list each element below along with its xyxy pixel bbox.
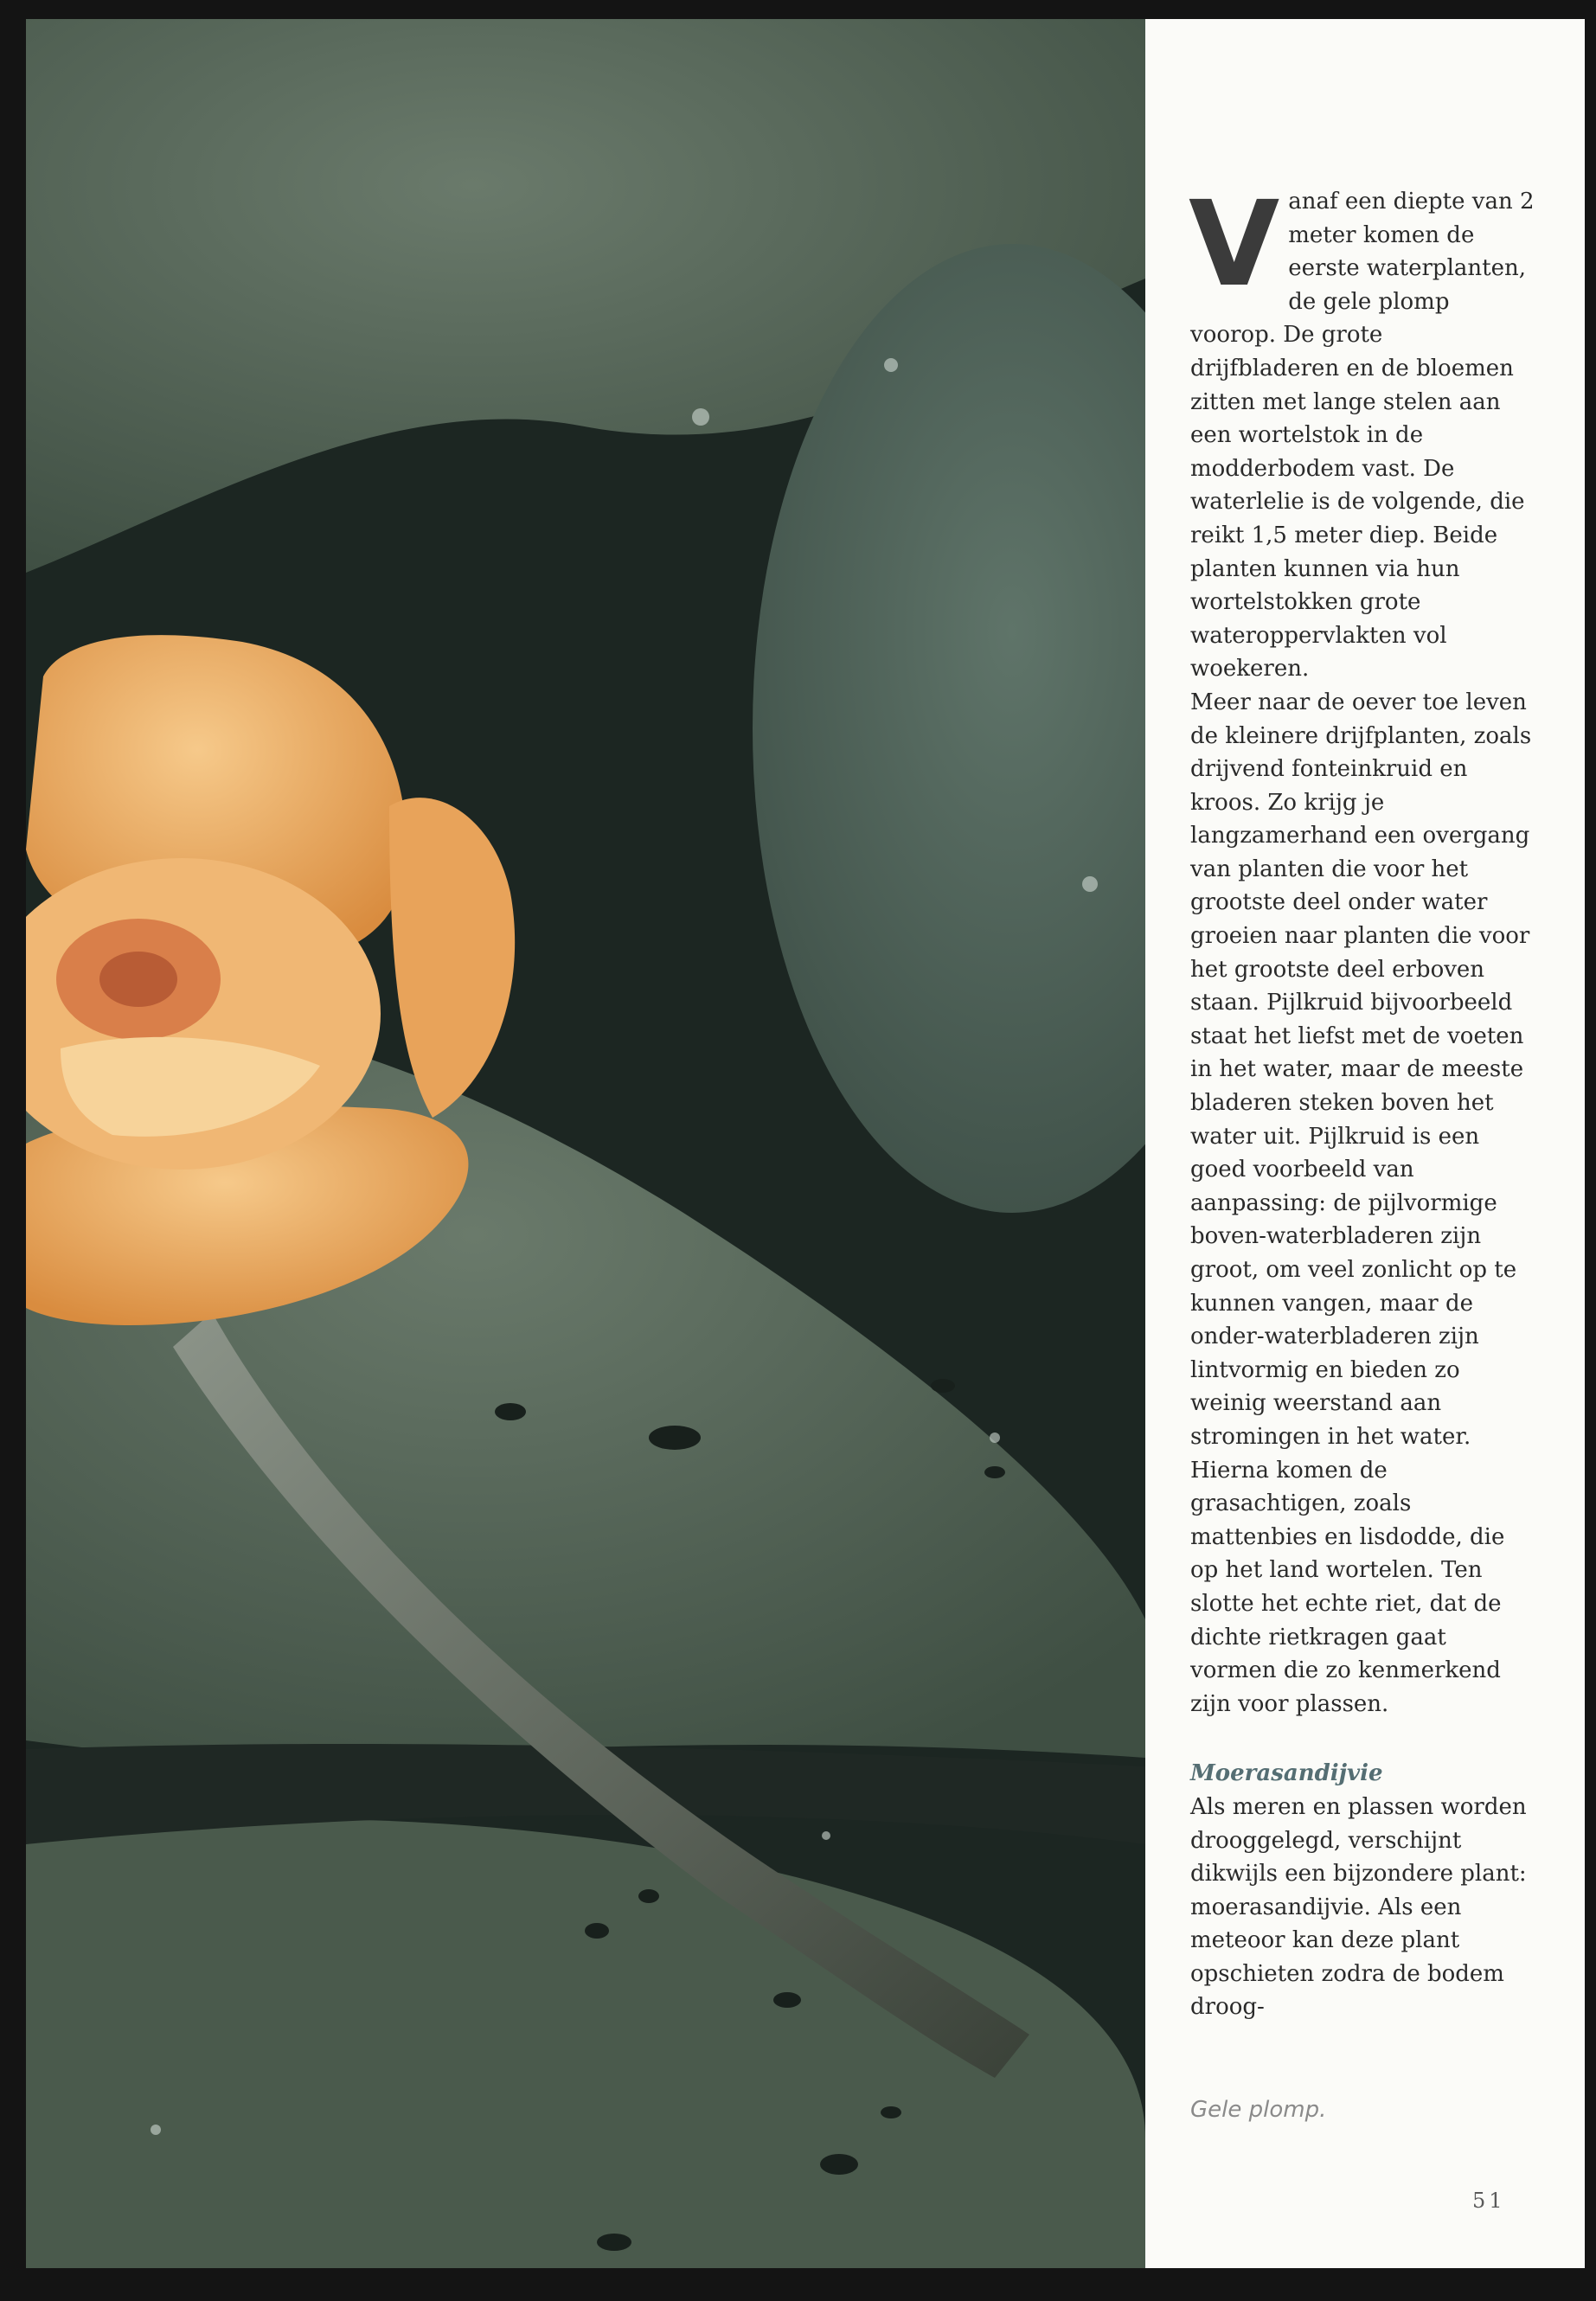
paragraph-1-text: anaf een diepte van 2 meter komen de eerste waterplanten, de gele plomp voorop. De grote drijfbladeren en de bloemen zitten met lange stelen aan een wortelstok in de modderbodem vast. De waterlelie is de volgende, die reikt 1,5 meter diep. Beide planten kunnen via hun wortelstokken grote wateroppervlakten vol woekeren. (1190, 189, 1535, 683)
article-text (1189, 176, 1536, 2024)
paragraph-intro (1189, 176, 1536, 686)
paragraph-4: Als meren en plassen worden drooggelegd, verschijnt dikwijls een bijzondere plant: moerasandijvie. Als een meteoor kan deze plant opschieten zodra de bodem droog- (1190, 1793, 1527, 2021)
paragraph-2: Meer naar de oever toe leven de kleinere drijfplanten, zoals drijvend fonteinkruid en kroos. Zo krijg je langzamerhand een overgang van planten die voor het grootste deel onder water groeien naar planten die voor het grootste deel erboven staan. Pijlkruid bijvoorbeeld staat het liefst met de voeten in het water, maar de meeste bladeren steken boven het water uit. Pijlkruid is een goed voorbeeld van aanpassing: de pijlvormige boven-waterbladeren zijn groot, om veel zonlicht op te kunnen vangen, maar de onder-waterbladeren zijn lintvormig en bieden zo weinig weerstand aan stromingen in het water. (1190, 689, 1532, 1450)
water-lily-photo (26, 19, 1145, 2268)
page-number: 51 (1472, 2189, 1506, 2213)
photo-caption: Gele plomp. (1190, 2097, 1327, 2123)
section-subheading: Moerasandijvie (1190, 1760, 1383, 1787)
drop-cap: V (1189, 176, 1280, 313)
book-page (26, 19, 1585, 2268)
water-lily-illustration (26, 19, 1145, 2268)
paragraph-3: Hierna komen de grasachtigen, zoals mattenbies en lisdodde, die op het land wortelen. Ten slotte het echte riet, dat de dichte rietkragen gaat vormen die zo kenmerkend zijn voor plassen. (1190, 1457, 1505, 1717)
